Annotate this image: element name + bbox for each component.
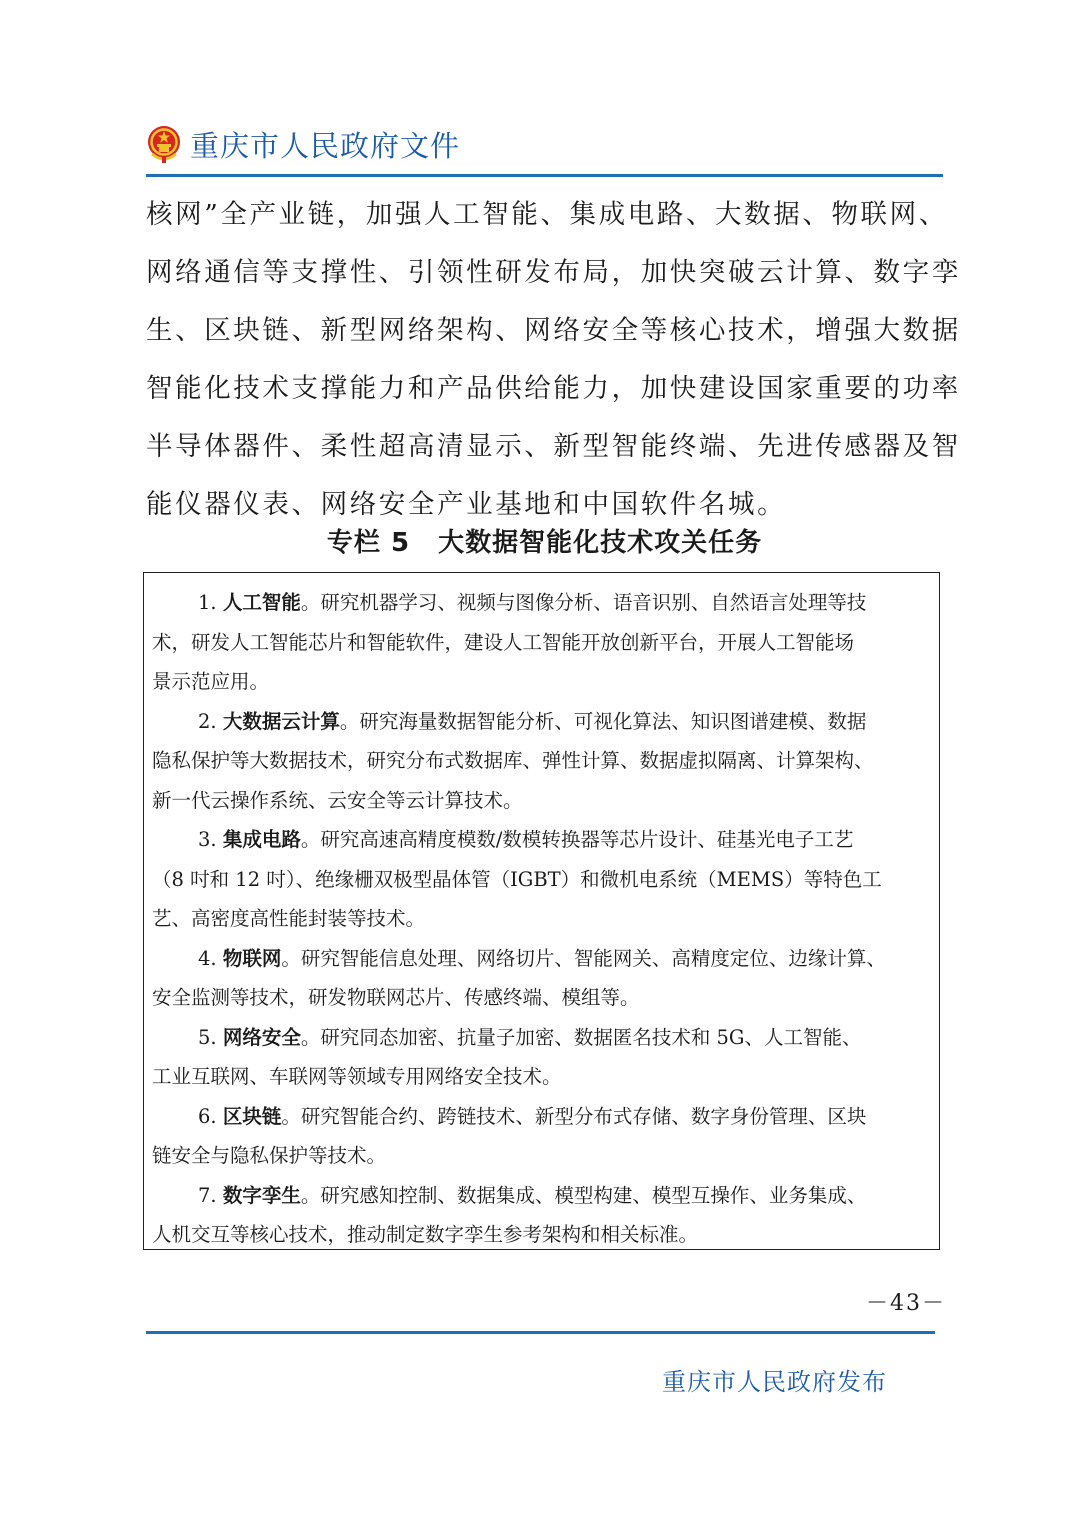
body-line: 半导体器件、柔性超高清显示、新型智能终端、先进传感器及智 xyxy=(146,431,961,462)
task-item-heading: 物联网 xyxy=(222,946,282,970)
body-line: 生、区块链、新型网络架构、网络安全等核心技术，增强大数据 xyxy=(146,315,961,346)
task-item xyxy=(152,1097,933,1176)
task-item-number: 1. xyxy=(198,591,217,614)
body-paragraph xyxy=(146,186,961,534)
box-title xyxy=(146,522,943,559)
task-item-number: 4. xyxy=(198,946,217,970)
task-item-number: 7. xyxy=(198,1183,217,1207)
task-item-number: 5. xyxy=(198,1025,217,1049)
task-item-text: 。研究智能合约、跨链技术、新型分布式存储、数字身份管理、区块 xyxy=(281,1104,867,1128)
task-item-heading: 集成电路 xyxy=(222,828,301,851)
task-item-text: 人机交互等核心技术，推动制定数字孪生参考架构和相关标准。 xyxy=(152,1223,699,1246)
task-item xyxy=(152,702,933,821)
body-line: 网络通信等支撑性、引领性研发布局，加快突破云计算、数字孪 xyxy=(146,257,961,288)
task-item-text: 。研究智能信息处理、网络切片、智能网关、高精度定位、边缘计算、 xyxy=(281,946,886,970)
task-item-text: 艺、高密度高性能封装等技术。 xyxy=(152,907,426,930)
task-item-text: 术，研发人工智能芯片和智能软件，建设人工智能开放创新平台，开展人工智能场 xyxy=(152,630,855,654)
task-item-text: 景示范应用。 xyxy=(152,670,270,693)
task-item xyxy=(152,939,933,1018)
footer-divider xyxy=(146,1331,935,1334)
task-item-text: 。研究机器学习、视频与图像分析、语音识别、自然语言处理等技 xyxy=(300,591,867,614)
box-title-label: 专栏 5 xyxy=(326,528,411,558)
box-title-text: 大数据智能化技术攻关任务 xyxy=(438,528,763,558)
body-line: 核网”全产业链，加强人工智能、集成电路、大数据、物联网、 xyxy=(146,199,948,230)
task-item-text: 新一代云操作系统、云安全等云计算技术。 xyxy=(152,788,523,812)
task-item-text: 工业互联网、车联网等领域专用网络安全技术。 xyxy=(152,1065,562,1088)
task-item-text: 。研究同态加密、抗量子加密、数据匿名技术和 5G、人工智能、 xyxy=(300,1025,862,1049)
task-item-heading: 大数据云计算 xyxy=(222,709,340,733)
national-emblem-icon xyxy=(146,124,182,164)
task-item-heading: 人工智能 xyxy=(222,591,301,614)
header-divider xyxy=(146,174,943,177)
body-line: 智能化技术支撑能力和产品供给能力，加快建设国家重要的功率 xyxy=(146,373,961,404)
task-item xyxy=(152,583,933,702)
task-item xyxy=(152,1018,933,1097)
task-item-text: 链安全与隐私保护等技术。 xyxy=(152,1144,387,1167)
document-header-title: 重庆市人民政府文件 xyxy=(190,128,461,163)
task-item-number: 6. xyxy=(198,1104,217,1128)
task-item-text: 隐私保护等大数据技术，研究分布式数据库、弹性计算、数据虚拟隔离、计算架构、 xyxy=(152,749,874,772)
task-item-heading: 网络安全 xyxy=(222,1025,301,1049)
task-item xyxy=(152,820,933,939)
page-number: －43－ xyxy=(866,1291,946,1316)
task-item xyxy=(152,1176,933,1255)
task-item-number: 2. xyxy=(198,709,217,733)
task-item-text: 。研究高速高精度模数/数模转换器等芯片设计、硅基光电子工艺 xyxy=(300,828,854,851)
task-item-text: 。研究感知控制、数据集成、模型构建、模型互操作、业务集成、 xyxy=(300,1183,867,1207)
task-item-text: （8 吋和 12 吋）、绝缘栅双极型晶体管（IGBT）和微机电系统（MEMS）等特色工 xyxy=(152,867,882,891)
task-item-text: 安全监测等技术，研发物联网芯片、传感终端、模组等。 xyxy=(152,986,640,1009)
task-item-number: 3. xyxy=(198,828,217,851)
body-line: 能仪器仪表、网络安全产业基地和中国软件名城。 xyxy=(146,489,787,520)
task-item-text: 。研究海量数据智能分析、可视化算法、知识图谱建模、数据 xyxy=(339,709,867,733)
footer-publisher: 重庆市人民政府发布 xyxy=(662,1368,887,1396)
task-box xyxy=(143,572,940,1250)
document-header xyxy=(146,118,460,170)
task-item-heading: 区块链 xyxy=(222,1104,282,1128)
task-item-heading: 数字孪生 xyxy=(222,1183,301,1207)
